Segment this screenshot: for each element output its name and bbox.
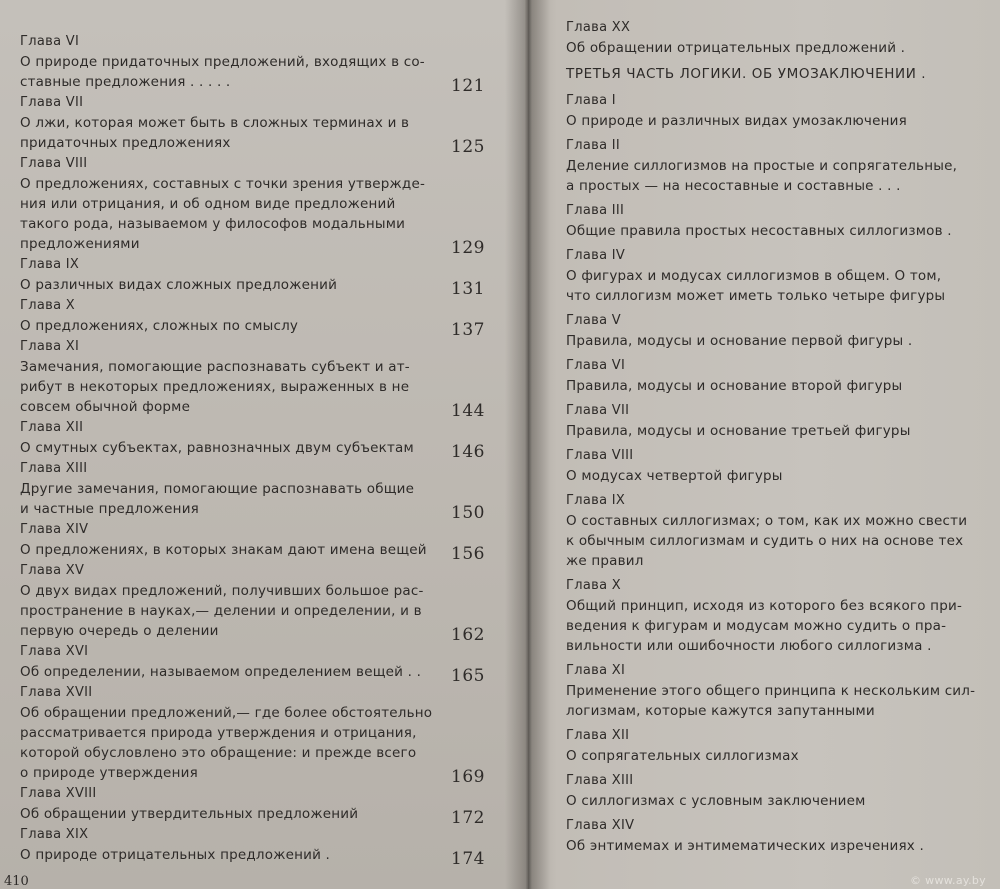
chapter-title bbox=[20, 174, 485, 258]
toc-entry bbox=[566, 816, 1000, 856]
chapter-title-line: Об определении, называемом определением вещей . . bbox=[20, 664, 422, 680]
toc-entry bbox=[566, 771, 1000, 811]
chapter-label: Глава XIII bbox=[20, 461, 88, 476]
chapter-title-line: вильности или ошибочности любого силлогизма . bbox=[566, 638, 932, 654]
page-number: 174 bbox=[451, 849, 485, 869]
chapter-title bbox=[566, 38, 1000, 58]
chapter-label: Глава XIX bbox=[20, 827, 89, 842]
left-toc-list bbox=[20, 32, 485, 869]
toc-entry bbox=[566, 136, 1000, 196]
chapter-label: Глава XVII bbox=[20, 685, 93, 700]
chapter-title-line: О составных силлогизмах; о том, как их можно свести bbox=[566, 513, 968, 529]
chapter-title bbox=[20, 703, 485, 787]
page-folio: 410 bbox=[4, 874, 29, 889]
toc-entry bbox=[566, 18, 1000, 58]
chapter-title bbox=[566, 681, 1000, 721]
toc-entry bbox=[20, 642, 485, 686]
chapter-label: Глава X bbox=[20, 298, 75, 313]
page-number: 156 bbox=[451, 544, 485, 564]
toc-entry bbox=[20, 93, 485, 157]
chapter-label: Глава VI bbox=[20, 34, 80, 49]
chapter-title bbox=[20, 113, 485, 157]
chapter-title bbox=[566, 156, 1000, 196]
toc-entry bbox=[20, 825, 485, 869]
chapter-title-line: О модусах четвертой фигуры bbox=[566, 468, 783, 484]
chapter-label: Глава II bbox=[566, 138, 621, 153]
page-number: 169 bbox=[451, 767, 485, 787]
chapter-title-line: логизмам, которые кажутся запутанными bbox=[566, 703, 875, 719]
chapter-title bbox=[566, 111, 1000, 131]
page-number: 125 bbox=[451, 137, 485, 157]
chapter-title-line: первую очередь о делении bbox=[20, 623, 219, 639]
chapter-title-line: рассматривается природа утверждения и отрицания, bbox=[20, 725, 417, 741]
page-number: 150 bbox=[451, 503, 485, 523]
chapter-label: Глава V bbox=[566, 313, 621, 328]
chapter-title-line: Общие правила простых несоставных силлогизмов . bbox=[566, 223, 952, 239]
chapter-title bbox=[20, 581, 485, 645]
chapter-label: Глава XIV bbox=[566, 818, 635, 833]
chapter-label: Глава XII bbox=[566, 728, 630, 743]
toc-entry bbox=[20, 683, 485, 787]
chapter-label: Глава VII bbox=[566, 403, 630, 418]
chapter-label: Глава XI bbox=[20, 339, 80, 354]
toc-entry bbox=[566, 311, 1000, 351]
chapter-title-line: О предложениях, сложных по смыслу bbox=[20, 318, 299, 334]
chapter-title-line: О фигурах и модусах силлогизмов в общем. О том, bbox=[566, 268, 942, 284]
chapter-title-line: и частные предложения bbox=[20, 501, 199, 517]
chapter-title bbox=[20, 275, 485, 299]
chapter-title-line: ставные предложения . . . . . bbox=[20, 74, 231, 90]
chapter-label: Глава XVIII bbox=[20, 786, 97, 801]
chapter-title-line: Правила, модусы и основание второй фигуры bbox=[566, 378, 903, 394]
toc-entry bbox=[20, 337, 485, 421]
chapter-title-line: совсем обычной форме bbox=[20, 399, 191, 415]
chapter-label: Глава XX bbox=[566, 20, 631, 35]
chapter-title bbox=[566, 596, 1000, 656]
chapter-title-line: О лжи, которая может быть в сложных терминах и в bbox=[20, 115, 410, 131]
chapter-title-line: предложениями bbox=[20, 236, 140, 252]
chapter-title-line: пространение в науках,— делении и определении, и в bbox=[20, 603, 422, 619]
chapter-title-line: о природе утверждения bbox=[20, 765, 198, 781]
chapter-title bbox=[20, 52, 485, 96]
chapter-title bbox=[566, 331, 1000, 351]
chapter-title bbox=[566, 511, 1000, 571]
part-heading: ТРЕТЬЯ ЧАСТЬ ЛОГИКИ. ОБ УМОЗАКЛЮЧЕНИИ . bbox=[566, 66, 927, 82]
chapter-title bbox=[566, 266, 1000, 306]
chapter-title-line: которой обусловлено это обращение: и прежде всего bbox=[20, 745, 417, 761]
toc-entry bbox=[566, 246, 1000, 306]
chapter-title bbox=[566, 421, 1000, 441]
toc-entry bbox=[566, 401, 1000, 441]
chapter-title-line: Замечания, помогающие распознавать субъект и ат- bbox=[20, 359, 410, 375]
toc-entry bbox=[20, 418, 485, 462]
toc-entry bbox=[20, 255, 485, 299]
chapter-title-line: к обычным силлогизмам и судить о них на основе тех bbox=[566, 533, 964, 549]
right-toc-list bbox=[566, 91, 1000, 856]
toc-entry bbox=[566, 446, 1000, 486]
chapter-title-line: О двух видах предложений, получивших большое рас- bbox=[20, 583, 424, 599]
chapter-label: Глава VII bbox=[20, 95, 84, 110]
toc-entry bbox=[20, 296, 485, 340]
chapter-title-line: Об обращении предложений,— где более обстоятельно bbox=[20, 705, 433, 721]
chapter-title bbox=[20, 845, 485, 869]
toc-entry bbox=[20, 154, 485, 258]
chapter-label: Глава XIII bbox=[566, 773, 634, 788]
toc-entry bbox=[566, 356, 1000, 396]
chapter-title-line: Правила, модусы и основание первой фигуры . bbox=[566, 333, 913, 349]
chapter-title bbox=[20, 438, 485, 462]
chapter-title bbox=[20, 662, 485, 686]
chapter-label: Глава XIV bbox=[20, 522, 89, 537]
page-number: 137 bbox=[451, 320, 485, 340]
chapter-label: Глава III bbox=[566, 203, 625, 218]
chapter-title-line: же правил bbox=[566, 553, 644, 569]
chapter-title-line: а простых — на несоставные и составные . . . bbox=[566, 178, 901, 194]
chapter-title-line: Об обращении утвердительных предложений bbox=[20, 806, 359, 822]
chapter-title bbox=[20, 316, 485, 340]
toc-entry bbox=[20, 32, 485, 96]
chapter-title bbox=[20, 357, 485, 421]
page-number: 144 bbox=[451, 401, 485, 421]
chapter-title bbox=[566, 791, 1000, 811]
chapter-label: Глава IX bbox=[20, 257, 80, 272]
toc-entry bbox=[20, 784, 485, 828]
toc-entry bbox=[20, 520, 485, 564]
chapter-title-line: Правила, модусы и основание третьей фигуры bbox=[566, 423, 911, 439]
page-number: 131 bbox=[451, 279, 485, 299]
chapter-label: Глава IV bbox=[566, 248, 626, 263]
chapter-label: Глава X bbox=[566, 578, 621, 593]
chapter-title-line: О природе отрицательных предложений . bbox=[20, 847, 331, 863]
chapter-label: Глава VIII bbox=[566, 448, 634, 463]
chapter-label: Глава XVI bbox=[20, 644, 89, 659]
right-page bbox=[528, 0, 1000, 889]
chapter-title-line: Об энтимемах и энтимематических изречениях . bbox=[566, 838, 924, 854]
chapter-title bbox=[566, 746, 1000, 766]
chapter-label: Глава I bbox=[566, 93, 616, 108]
chapter-title-line: Применение этого общего принципа к нескольким сил- bbox=[566, 683, 976, 699]
chapter-title-line: рибут в некоторых предложениях, выраженных в не bbox=[20, 379, 410, 395]
chapter-title-line: О природе придаточных предложений, входящих в со- bbox=[20, 54, 425, 70]
chapter-title bbox=[20, 540, 485, 564]
chapter-label: Глава VI bbox=[566, 358, 626, 373]
chapter-title-line: О природе и различных видах умозаключения bbox=[566, 113, 907, 129]
chapter-label: Глава XI bbox=[566, 663, 626, 678]
chapter-title-line: что силлогизм может иметь только четыре фигуры bbox=[566, 288, 946, 304]
chapter-title-line: Другие замечания, помогающие распознавать общие bbox=[20, 481, 415, 497]
toc-entry bbox=[566, 576, 1000, 656]
page-number: 162 bbox=[451, 625, 485, 645]
chapter-title-line: Деление силлогизмов на простые и сопрягательные, bbox=[566, 158, 958, 174]
chapter-title-line: такого рода, называемом у философов модальными bbox=[20, 216, 406, 232]
toc-entry bbox=[566, 491, 1000, 571]
toc-entry bbox=[20, 459, 485, 523]
page-number: 121 bbox=[451, 76, 485, 96]
chapter-title-line: ния или отрицания, и об одном виде предложений bbox=[20, 196, 396, 212]
chapter-title-line: О предложениях, в которых знакам дают имена вещей bbox=[20, 542, 427, 558]
chapter-title bbox=[20, 804, 485, 828]
chapter-title-line: ведения к фигурам и модусам можно судить о пра- bbox=[566, 618, 947, 634]
chapter-title-line: О сопрягательных силлогизмах bbox=[566, 748, 799, 764]
toc-entry bbox=[20, 561, 485, 645]
chapter-label: Глава XII bbox=[20, 420, 84, 435]
chapter-title bbox=[566, 221, 1000, 241]
chapter-title-line: О предложениях, составных с точки зрения утвержде- bbox=[20, 176, 426, 192]
chapter-title-line: О смутных субъектах, равнозначных двум субъектам bbox=[20, 440, 414, 456]
toc-entry bbox=[566, 201, 1000, 241]
chapter-title-line: О различных видах сложных предложений bbox=[20, 277, 338, 293]
chapter-title-line: придаточных предложениях bbox=[20, 135, 231, 151]
chapter-label: Глава VIII bbox=[20, 156, 88, 171]
page-number: 129 bbox=[451, 238, 485, 258]
chapter-label: Глава XV bbox=[20, 563, 85, 578]
chapter-label: Глава IX bbox=[566, 493, 626, 508]
chapter-title bbox=[566, 466, 1000, 486]
chapter-title-line: О силлогизмах с условным заключением bbox=[566, 793, 866, 809]
page-number: 165 bbox=[451, 666, 485, 686]
chapter-title bbox=[566, 376, 1000, 396]
toc-entry bbox=[566, 91, 1000, 131]
page-number: 146 bbox=[451, 442, 485, 462]
page-number: 172 bbox=[451, 808, 485, 828]
chapter-title-line: Об обращении отрицательных предложений . bbox=[566, 40, 906, 56]
chapter-title bbox=[566, 836, 1000, 856]
toc-entry bbox=[566, 726, 1000, 766]
chapter-title bbox=[20, 479, 485, 523]
toc-entry bbox=[566, 661, 1000, 721]
chapter-title-line: Общий принцип, исходя из которого без всякого при- bbox=[566, 598, 963, 614]
watermark: © www.ay.by bbox=[910, 874, 986, 887]
